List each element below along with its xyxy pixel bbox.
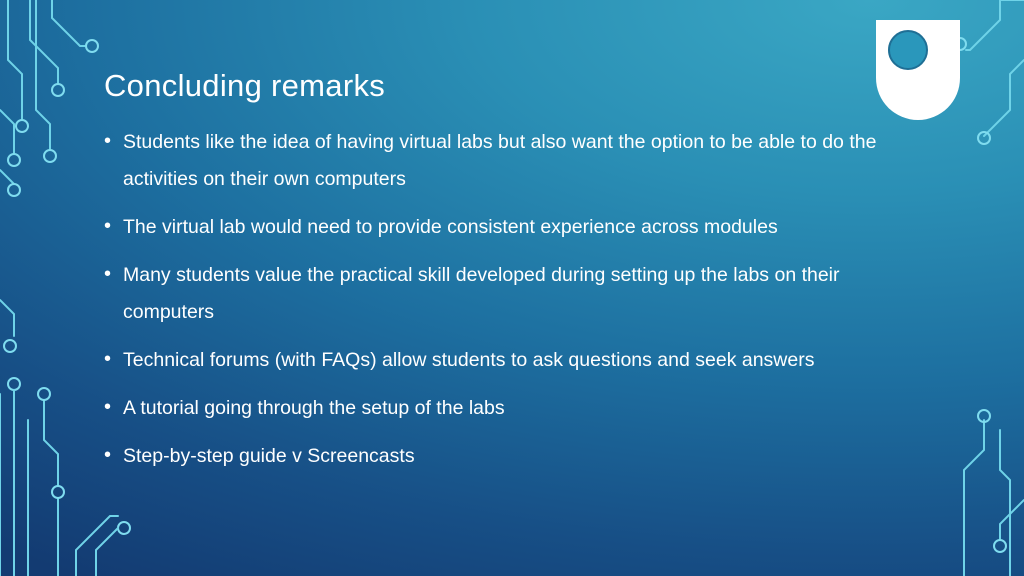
bullet-dot-icon: • <box>104 348 112 370</box>
bullet-text: Students like the idea of having virtual labs but also want the option to be able to do the activities on their own computers <box>123 131 877 190</box>
bullet-item <box>104 209 924 246</box>
university-shield-logo-icon <box>876 20 960 120</box>
bullet-dot-icon: • <box>104 130 112 152</box>
bullet-item <box>104 257 924 331</box>
bullet-list <box>104 124 924 486</box>
bullet-item <box>104 390 924 427</box>
bullet-item <box>104 342 924 379</box>
bullet-dot-icon: • <box>104 263 112 285</box>
bullet-text: Step-by-step guide v Screencasts <box>123 445 415 467</box>
slide-title: Concluding remarks <box>104 68 386 103</box>
bullet-text: Technical forums (with FAQs) allow students to ask questions and seek answers <box>123 349 815 371</box>
bullet-text: Many students value the practical skill developed during setting up the labs on their computers <box>123 264 840 323</box>
bullet-item <box>104 438 924 475</box>
bullet-text: A tutorial going through the setup of the labs <box>123 397 505 419</box>
bullet-dot-icon: • <box>104 396 112 418</box>
bullet-text: The virtual lab would need to provide consistent experience across modules <box>123 216 778 238</box>
bullet-dot-icon: • <box>104 215 112 237</box>
bullet-item <box>104 124 924 198</box>
bullet-dot-icon: • <box>104 444 112 466</box>
